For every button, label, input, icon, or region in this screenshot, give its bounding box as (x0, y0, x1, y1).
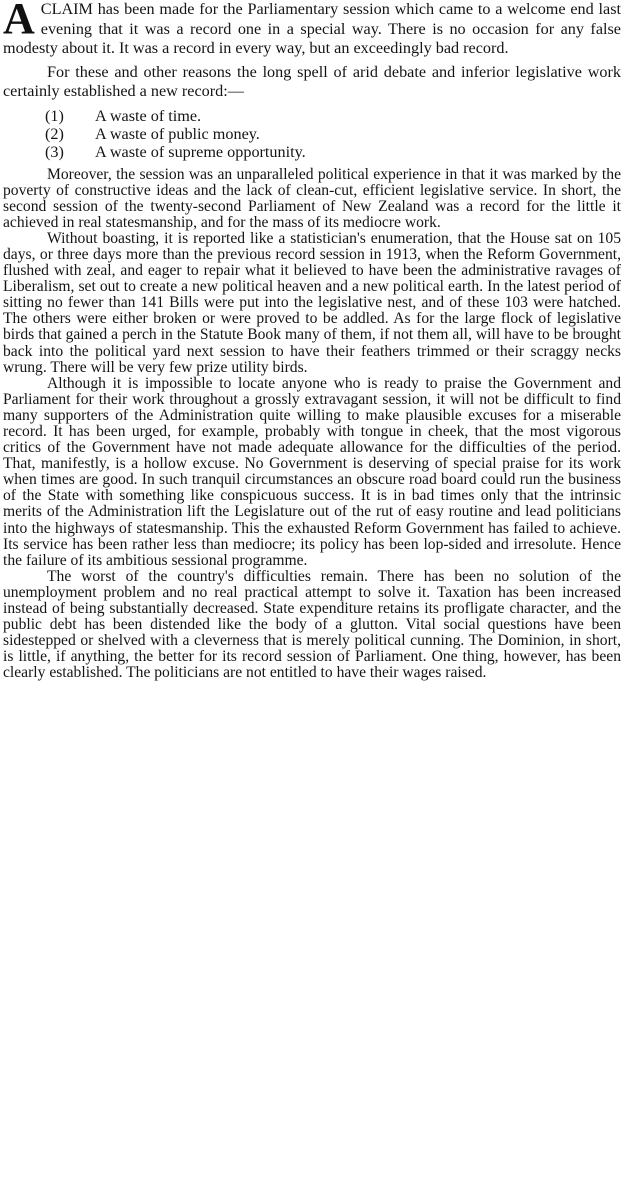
list-item (3, 143, 621, 161)
list-text: A waste of time. (95, 106, 202, 125)
paragraph-difficulties: The worst of the country's difficulties remain. There has been no solution of the unemployment problem and no real practical attempt to solve it. Taxation has been increased instead of being substantially decreased. State expenditure retains its profligate character, and the public debt has been distended like the body of a glutton. Vital social questions have been sidestepped or shelved with a cleverness that is merely political cunning. The Dominion, in short, is little, if anything, the better for its record session of Parliament. One thing, however, has been clearly established. The politicians are not entitled to have their wages raised. (3, 567, 621, 682)
list-text: A waste of public money. (95, 124, 260, 143)
paragraph-moreover: Moreover, the session was an unparalleled political experience in that it was marked by the poverty of constructive ideas and the lack of clean-cut, efficient legislative service. In short, the second session of the twenty-second Parliament of New Zealand was a record for the little it achieved in real statesmanship, and for the mass of its mediocre work. (3, 165, 621, 231)
list-item (3, 125, 621, 143)
list-number: (3) (45, 142, 64, 161)
paragraph-record: For these and other reasons the long spell of arid debate and inferior legislative work certainly established a new record:— (3, 62, 621, 100)
paragraph-excuses: Although it is impossible to locate anyone who is ready to praise the Government and Parliament for their work throughout a grossly extravagant session, it will not be difficult to find many supporters of the Administration quite willing to make plausible excuses for a miserable record. It has been urged, for example, probably with tongue in cheek, that the most vigorous critics of the Government have not made adequate allowance for the difficulties of the period. That, manifestly, is a hollow excuse. No Government is deserving of special praise for its work when times are good. In such tranquil circumstances an obscure road board could run the business of the State with something like conspicuous success. It is in bad times only that the intrinsic merits of the Administration lift the Legislature out of the rut of easy routine and lead politicians into the highways of statesmanship. This the exhausted Reform Government has failed to achieve. Its service has been rather less than mediocre; its policy has been lop-sided and irresolute. Hence the failure of its ambitious sessional programme. (3, 374, 621, 569)
paragraph-opening (3, 0, 621, 59)
list-number: (1) (45, 106, 64, 125)
list-item (3, 107, 621, 125)
paragraph-statistics: Without boasting, it is reported like a statistician's enumeration, that the House sat on 105 days, or three days more than the previous record session in 1913, when the Reform Government, flushed with zeal, and eager to repair what it believed to have been the administrative ravages of Liberalism, set out to create a new political heaven and a new political earth. In the latest period of sitting no fewer than 141 Bills were put into the legislative nest, and of these 103 were hatched. The others were either broken or were proved to be addled. As for the large flock of legislative birds that gained a perch in the Statute Book many of them, if not them all, will have to be brought back into the political yard next session to have their feathers trimmed or their scraggy necks wrung. There will be very few prize utility birds. (3, 229, 621, 376)
newspaper-article (3, 0, 621, 682)
list-number: (2) (45, 124, 64, 143)
opening-text: CLAIM has been made for the Parliamentary session which came to a welcome end last evening that it was a record one in a special way. There is no occasion for any false modesty about it. It was a record in every way, but an exceedingly bad record. (3, 0, 621, 57)
drop-cap: A (3, 0, 35, 43)
list-text: A waste of supreme opportunity. (95, 142, 306, 161)
waste-list (3, 107, 621, 161)
